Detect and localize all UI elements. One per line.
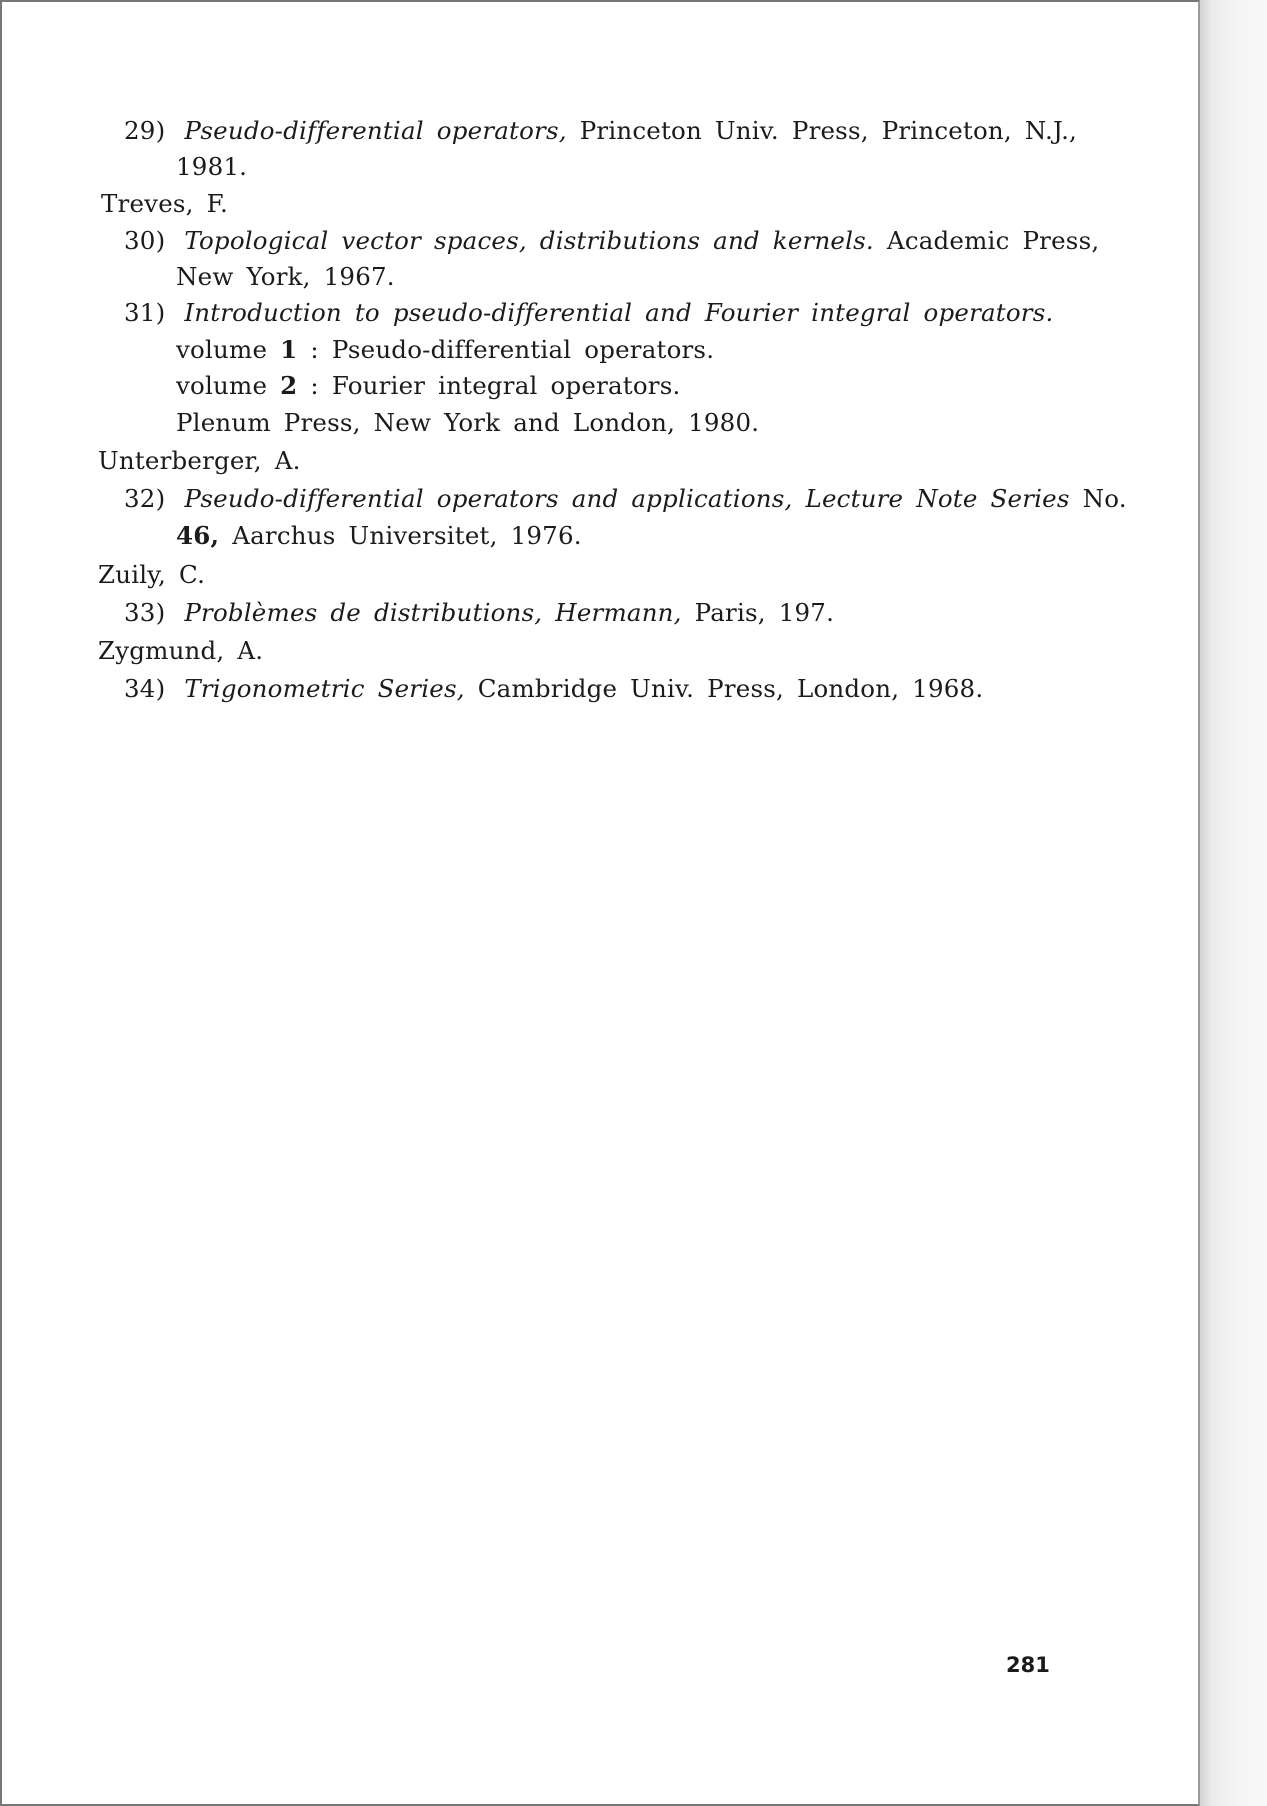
reference-30-line2 xyxy=(176,262,395,292)
author-unterberger xyxy=(98,446,301,476)
volume-title: : Fourier integral operators. xyxy=(310,371,681,400)
reference-publisher: Cambridge Univ. Press, London, 1968. xyxy=(477,674,984,703)
series-number: 46, xyxy=(176,521,220,550)
reference-year: 1981. xyxy=(176,152,248,181)
reference-number: 31) xyxy=(124,298,166,327)
reference-29-line2 xyxy=(176,152,247,182)
volume-number: 1 xyxy=(280,335,298,364)
author-zuily xyxy=(98,560,205,590)
reference-title: Trigonometric Series, xyxy=(184,674,465,703)
reference-title: Pseudo-differential operators, xyxy=(184,116,567,145)
reference-place-year: New York, 1967. xyxy=(176,262,395,291)
reference-publisher: Plenum Press, New York and London, 1980. xyxy=(176,408,760,437)
reference-number: 33) xyxy=(124,598,166,627)
author-treves xyxy=(101,189,228,219)
reference-33-line1 xyxy=(124,598,834,628)
volume-prefix: volume xyxy=(176,335,268,364)
reference-place-year: Paris, 197. xyxy=(694,598,835,627)
reference-number: 34) xyxy=(124,674,166,703)
reference-title: Topological vector spaces, distributions and kernels. xyxy=(184,226,874,255)
author-name: Treves, F. xyxy=(101,189,229,218)
reference-34-line1 xyxy=(124,674,983,704)
reference-31-volume1 xyxy=(176,335,714,365)
reference-title: Problèmes de distributions, Hermann, xyxy=(184,598,682,627)
reference-title: Introduction to pseudo-differential and Fourier integral operators. xyxy=(184,298,1054,327)
volume-number: 2 xyxy=(280,371,298,400)
reference-31-volume2 xyxy=(176,371,680,401)
volume-prefix: volume xyxy=(176,371,268,400)
page-number: 281 xyxy=(1006,1653,1050,1677)
reference-number: 32) xyxy=(124,484,166,513)
reference-32-line2 xyxy=(176,521,582,551)
reference-number: 29) xyxy=(124,116,166,145)
author-zygmund xyxy=(98,636,263,666)
page-edge-shadow xyxy=(1200,0,1267,1806)
author-name: Zuily, C. xyxy=(98,560,206,589)
reference-publisher: Aarchus Universitet, 1976. xyxy=(232,521,582,550)
reference-32-line1 xyxy=(124,484,1127,514)
reference-title: Pseudo-differential operators and applications, Lecture Note Series xyxy=(184,484,1070,513)
reference-29-line1 xyxy=(124,116,1077,146)
author-name: Zygmund, A. xyxy=(98,636,264,665)
reference-31-publisher xyxy=(176,408,759,438)
author-name: Unterberger, A. xyxy=(98,446,301,475)
reference-series-no: No. xyxy=(1082,484,1127,513)
reference-31-line1 xyxy=(124,298,1053,328)
volume-title: : Pseudo-differential operators. xyxy=(310,335,715,364)
reference-30-line1 xyxy=(124,226,1099,256)
reference-number: 30) xyxy=(124,226,166,255)
reference-publisher: Princeton Univ. Press, Princeton, N.J., xyxy=(579,116,1078,145)
reference-publisher: Academic Press, xyxy=(886,226,1100,255)
